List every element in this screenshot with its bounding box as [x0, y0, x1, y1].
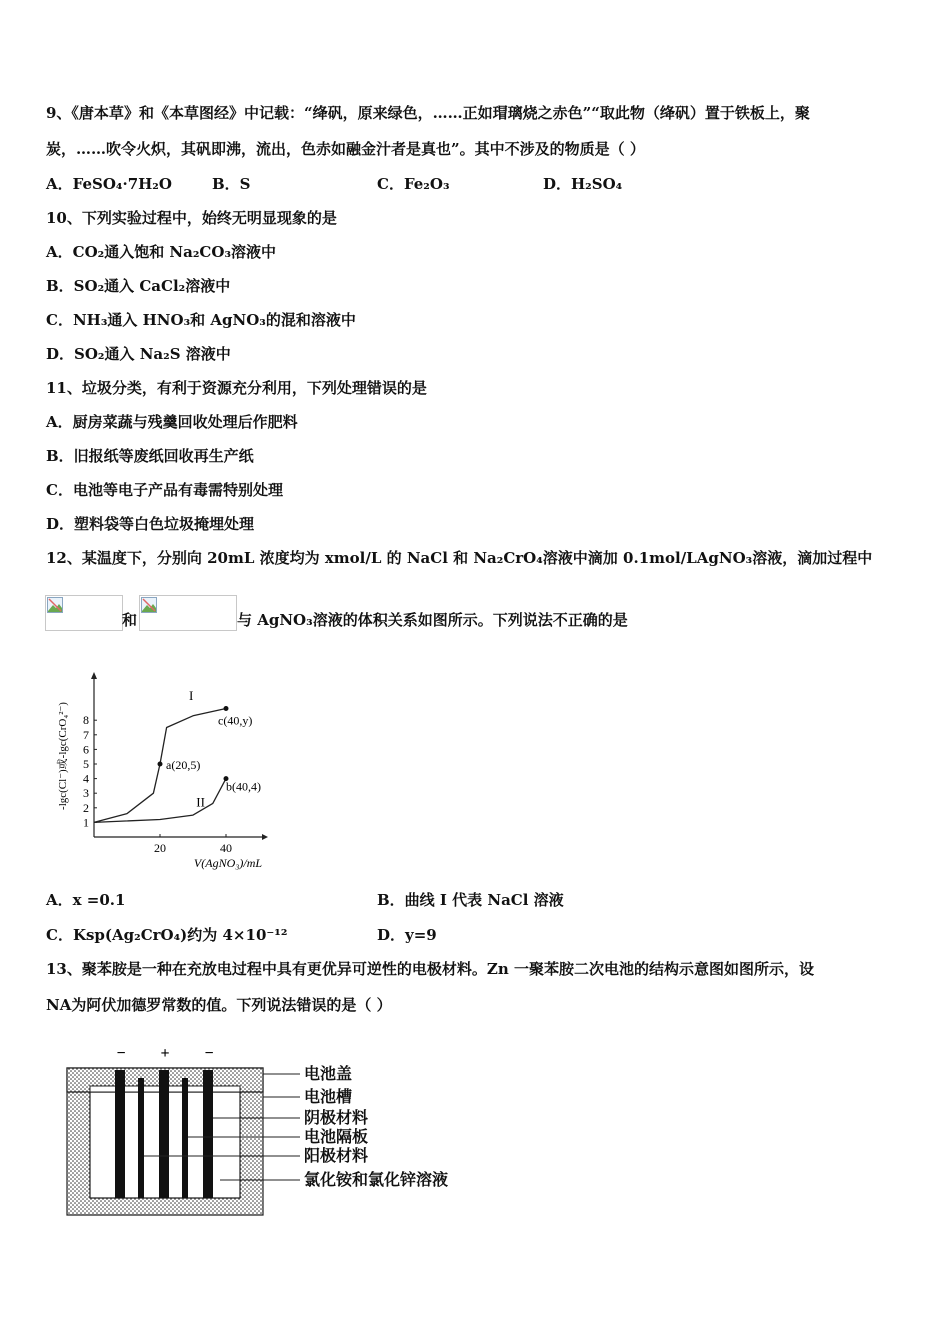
q12-stem-tail: 与 AgNO₃溶液的体积关系如图所示。下列说法不正确的是: [237, 611, 628, 629]
broken-image-placeholder: [45, 595, 123, 631]
broken-image-icon: [47, 597, 63, 613]
cathode-plate: [115, 1070, 125, 1198]
terminal-sign-neg-right: −: [204, 1045, 214, 1062]
x-axis-arrow: [262, 834, 268, 840]
y-tick-label: 8: [83, 713, 89, 728]
label-cathode-material: 阴极材料: [304, 1110, 369, 1127]
y-tick-label: 6: [83, 742, 89, 757]
broken-image-placeholder: [139, 595, 237, 631]
y-tick-label: 5: [83, 757, 89, 771]
data-point-label: c(40,y): [218, 713, 253, 728]
series-curve-2: [94, 779, 226, 823]
y-tick-label: 7: [83, 727, 89, 742]
q9-option-b: B．S: [212, 175, 251, 193]
q10-option-b: B．SO₂通入 CaCl₂溶液中: [46, 277, 231, 295]
q9-line2: 炭，……吹令火炽，其矾即沸，流出，色赤如融金汁者是真也”。其中不涉及的物质是（ ）: [46, 140, 645, 158]
titration-chart: [50, 665, 290, 870]
cathode-plate: [203, 1070, 213, 1198]
y-tick-label: 1: [83, 815, 89, 830]
terminal-sign-neg-left: −: [116, 1045, 126, 1062]
label-anode-material: 阳极材料: [304, 1148, 369, 1165]
series-label-2: II: [196, 794, 205, 810]
q12-option-b: B．曲线 I 代表 NaCl 溶液: [377, 891, 564, 909]
data-point-label: b(40,4): [226, 779, 261, 794]
anode-plate: [138, 1078, 144, 1198]
x-axis-label: V(AgNO₃)/mL: [193, 856, 263, 870]
q10-option-c: C．NH₃通入 HNO₃和 AgNO₃的混和溶液中: [46, 311, 356, 329]
q12-and-text: 和: [122, 611, 138, 629]
q11-option-c: C．电池等电子产品有毒需特别处理: [46, 481, 283, 499]
y-tick-label: 2: [83, 800, 89, 815]
q10-option-d: D．SO₂通入 Na₂S 溶液中: [46, 345, 231, 363]
label-separator: 电池隔板: [304, 1129, 369, 1146]
y-axis-label: -lgc(Cl⁻)或-lgc(CrO₄²⁻): [57, 702, 69, 810]
q11-option-a: A．厨房菜蔬与残羹回收处理后作肥料: [46, 413, 298, 431]
x-tick-label: 40: [220, 841, 232, 855]
broken-image-icon: [141, 597, 157, 613]
y-axis-arrow: [91, 672, 97, 679]
label-electrolyte: 氯化铵和氯化锌溶液: [304, 1172, 449, 1189]
data-point: [224, 706, 229, 711]
q10-stem: 10、下列实验过程中，始终无明显现象的是: [46, 209, 337, 227]
label-battery-lid: 电池盖: [304, 1066, 353, 1083]
q12-option-d: D．y=9: [377, 926, 437, 944]
data-point: [158, 762, 163, 767]
q13-line1: 13、聚苯胺是一种在充放电过程中具有更优异可逆性的电极材料。Zn 一聚苯胺二次电池的结构示意图如图所示，设: [46, 960, 814, 978]
data-point-label: a(20,5): [166, 758, 201, 772]
anode-plate: [182, 1078, 188, 1198]
q11-option-b: B．旧报纸等废纸回收再生产纸: [46, 447, 254, 465]
q10-option-a: A．CO₂通入饱和 Na₂CO₃溶液中: [46, 243, 277, 261]
y-tick-label: 4: [83, 771, 89, 786]
q13-line2: NA为阿伏加德罗常数的值。下列说法错误的是（ ）: [46, 996, 392, 1014]
separator-plate: [159, 1070, 169, 1198]
q12-option-a: A．x =0.1: [46, 891, 126, 909]
series-label-1: I: [189, 687, 194, 703]
q11-option-d: D．塑料袋等白色垃圾掩埋处理: [46, 515, 255, 533]
q9-option-d: D．H₂SO₄: [543, 175, 623, 193]
q9-line1: 9、《唐本草》和《本草图经》中记载：“绛矾，原来绿色，……正如瑁璃烧之赤色”“取此物（绛矾）置于铁板上，聚: [46, 104, 810, 122]
y-tick-label: 3: [83, 786, 89, 801]
q12-option-c: C．Ksp(Ag₂CrO₄)约为 4×10⁻¹²: [46, 926, 288, 944]
terminal-sign-pos: +: [160, 1045, 170, 1062]
q12-stem: 12、某温度下，分别向 20mL 浓度均为 xmol/L 的 NaCl 和 Na₂CrO₄溶液中滴加 0.1mol/LAgNO₃溶液，滴加过程中: [46, 549, 873, 567]
q9-option-c: C．Fe₂O₃: [377, 175, 450, 193]
label-battery-tank: 电池槽: [304, 1089, 353, 1106]
battery-diagram: [60, 1040, 460, 1220]
q11-stem: 11、垃圾分类，有利于资源充分利用，下列处理错误的是: [46, 379, 427, 397]
q9-option-a: A．FeSO₄·7H₂O: [46, 175, 172, 193]
x-tick-label: 20: [154, 841, 166, 855]
